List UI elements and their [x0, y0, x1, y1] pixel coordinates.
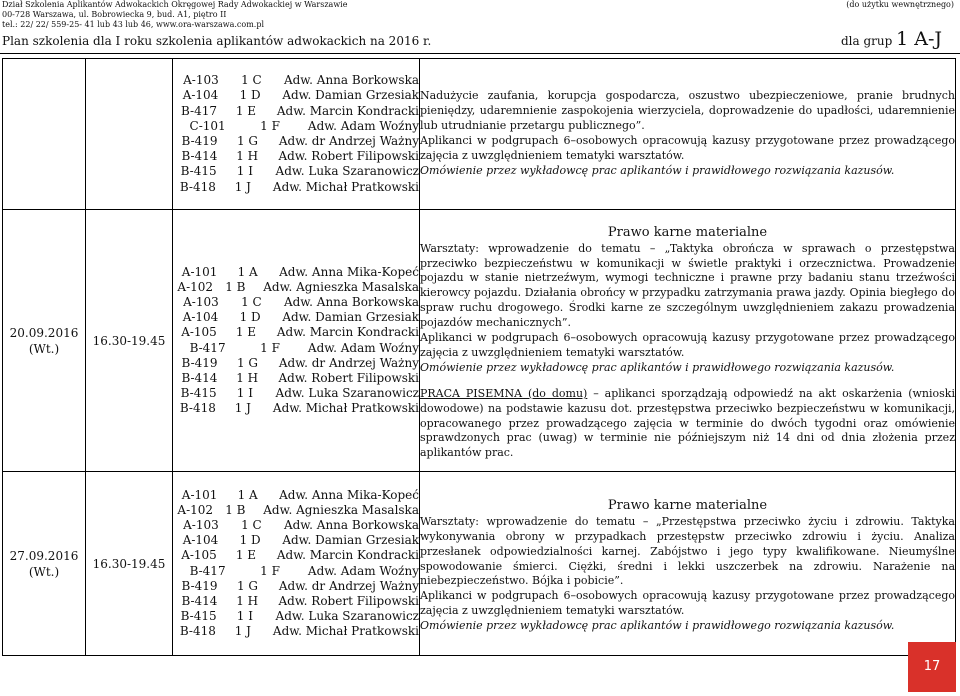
tutor-name: Adw. Adam Woźny [307, 340, 419, 355]
room-number: B-419 [181, 355, 218, 370]
tutor-name: Adw. Anna Borkowska [283, 294, 419, 309]
tutor-name: Adw. Luka Szaranowicz [275, 164, 419, 179]
tutor-name: Adw. Anna Borkowska [283, 73, 419, 88]
room-number: A-103 [183, 517, 219, 532]
tutor-name: Adw. Damian Grzesiak [282, 88, 419, 103]
group-number: 1 G [236, 134, 259, 148]
tutor-name: Adw. Michał Pratkowski [272, 401, 419, 416]
room-number: A-102 [177, 502, 214, 517]
assignment-line [173, 341, 419, 356]
session-time [86, 59, 173, 210]
assignment-line [173, 104, 419, 119]
tutor-name: Adw. Adam Woźny [307, 563, 419, 578]
room-number: B-415 [180, 386, 217, 401]
group-number: 1 D [239, 310, 261, 325]
group-number: 1 G [236, 355, 259, 370]
room-assignments [173, 59, 420, 210]
tutor-name: Adw. Marcin Kondracki [276, 548, 419, 563]
assignment-line [173, 401, 419, 416]
topic-description: Warsztaty: wprowadzenie do tematu – „Taktyka obrończa w sprawach o przestępstwa przeciwko bezpieczeństwu w komunikacji w świetle praktyki i orzecznictwa. Prowadzenie pojazdu w stanie nietrzeźwym, wymogi techniczne i prawne przy badaniu stanu trzeźwości kierowcy pojazdu. Działania obrońcy w przypadku zatrzymania prawa jazdy. Opinia biegłego do spraw ruchu drogowego. Środki karne ze szczególnym uwzględnieniem zakazu prowadzenia pojazdów mechanicznych”. [420, 241, 955, 330]
assignment-line [173, 609, 419, 624]
tutor-name: Adw. Marcin Kondracki [276, 103, 419, 118]
assignment-line [173, 386, 419, 401]
room-number: B-418 [179, 624, 216, 639]
group-number: 1 E [235, 548, 257, 563]
org-address: 00-728 Warszawa, ul. Bobrowiecka 9, bud. A1, piętro II [2, 10, 227, 19]
page-number: 17 [908, 642, 956, 692]
room-number: B-415 [180, 164, 217, 179]
assignment-line [173, 164, 419, 179]
org-name: Dział Szkolenia Aplikantów Adwokackich Okręgowej Rady Adwokackiej w Warszawie [2, 0, 348, 9]
group-number: 1 D [239, 88, 261, 103]
topic-review: Omówienie przez wykładowcę prac aplikantów i prawidłowego rozwiązania kazusów. [420, 619, 895, 633]
date-cell [3, 472, 86, 656]
assignment-line [173, 295, 419, 310]
schedule-body [3, 59, 956, 656]
tutor-name: Adw. Adam Woźny [307, 118, 419, 133]
topic-cell [420, 59, 956, 210]
homework-label: PRACA PISEMNA (do domu) [420, 386, 588, 400]
assignment-line [173, 594, 419, 609]
assignment-line [173, 149, 419, 164]
tutor-name: Adw. Agnieszka Masalska [263, 279, 419, 294]
room-number: A-105 [181, 548, 217, 563]
assignment-line [173, 579, 419, 594]
group-label [841, 28, 942, 50]
tutor-name: Adw. Anna Mika-Kopeć [279, 487, 419, 502]
topic-description: Nadużycie zaufania, korupcja gospodarcza, oszustwo ubezpieczeniowe, pranie brudnych pieniędzy, udaremnienie zaspokojenia wierzyciela, doprowadzenie do upadłości, udaremnienie lub utrudnianie przetargu publicznego”. [420, 89, 955, 133]
topic-group-work: Aplikanci w podgrupach 6–osobowych opracowują kazusy przygotowane przez prowadzącego zajęcia z uwzględnieniem tematyki warsztatów. [420, 134, 955, 162]
room-number: B-414 [181, 593, 218, 608]
tutor-name: Adw. Robert Filipowski [278, 593, 419, 608]
group-number: 1 H [236, 149, 259, 164]
session-time: 16.30-19.45 [86, 472, 173, 656]
session-date: 20.09.2016 [9, 325, 79, 340]
room-number: A-104 [182, 310, 219, 325]
topic-heading: Prawo karne materialne [607, 224, 768, 240]
room-number: B-417 [189, 563, 226, 578]
tutor-name: Adw. Luka Szaranowicz [275, 609, 419, 624]
topic-cell [420, 210, 956, 472]
homework-text: – aplikanci sporządzają odpowiedź na akt oskarżenia (wnioski dowodowe) na podstawie kazusu dot. przestępstwa przeciwko bezpieczeństwu w komunikacji, opracowanego przez prowadzącego zajęcia w terminie do dwóch tygodni oraz omówienie sprawdzonych prac (uwag) w terminie nie późniejszym niż 14 dni od dnia złożenia przez aplikantów prac. [420, 386, 955, 460]
topic-review: Omówienie przez wykładowcę prac aplikantów i prawidłowego rozwiązania kazusów. [420, 360, 895, 374]
room-number: A-101 [181, 487, 218, 502]
group-number: 1 J [234, 624, 251, 639]
tutor-name: Adw. Anna Mika-Kopeć [279, 264, 419, 279]
assignment-line [173, 548, 419, 563]
group-prefix: dla grup [840, 34, 893, 48]
session-day: (Wt.) [28, 564, 60, 579]
group-number: 1 J [234, 401, 251, 416]
topic-homework [420, 387, 955, 462]
room-number: B-418 [179, 179, 216, 194]
date-cell [3, 210, 86, 472]
room-number: B-417 [189, 340, 226, 355]
tutor-name: Adw. Robert Filipowski [278, 370, 419, 385]
group-number: 1 J [234, 179, 251, 194]
room-number: B-417 [181, 103, 217, 118]
group-number: 1 G [236, 578, 259, 593]
room-assignments [173, 472, 420, 656]
assignment-line [173, 325, 419, 340]
tutor-name: Adw. Agnieszka Masalska [263, 502, 419, 517]
topic-group-work: Aplikanci w podgrupach 6–osobowych opracowują kazusy przygotowane przez prowadzącego zajęcia z uwzględnieniem tematyki warsztatów. [420, 589, 955, 618]
session-date: 27.09.2016 [9, 548, 79, 563]
assignment-line [173, 180, 419, 195]
room-number: B-419 [181, 578, 218, 593]
tutor-name: Adw. Luka Szaranowicz [275, 386, 419, 401]
group-number: 1 F [260, 563, 280, 578]
group-number: 1 F [260, 340, 280, 355]
group-number: 1 A [237, 264, 258, 279]
tutor-name: Adw. Anna Borkowska [283, 517, 419, 532]
tutor-name: Adw. dr Andrzej Ważny [278, 355, 419, 370]
topic-group-work: Aplikanci w podgrupach 6–osobowych opracowują kazusy przygotowane przez prowadzącego zajęcia z uwzględnieniem tematyki warsztatów. [420, 331, 955, 359]
assignment-line [173, 356, 419, 371]
assignment-line [173, 624, 419, 639]
internal-note: (do użytku wewnętrznego) [846, 0, 954, 9]
group-number: 1 I [236, 164, 253, 179]
assignment-line [173, 564, 419, 579]
room-assignments [173, 210, 420, 472]
room-number: A-105 [181, 325, 217, 340]
group-number: 1 F [260, 118, 280, 133]
session-day: (Wt.) [28, 341, 60, 356]
header-divider [0, 53, 960, 54]
group-number: 1 I [236, 609, 253, 624]
assignment-line [173, 73, 419, 88]
group-number: 1 I [236, 386, 253, 401]
plan-title: Plan szkolenia dla I roku szkolenia aplikantów adwokackich na 2016 r. [2, 34, 432, 48]
tutor-name: Adw. Robert Filipowski [278, 149, 419, 164]
assignment-line [173, 265, 419, 280]
room-number: B-414 [181, 149, 218, 164]
tutor-name: Adw. Marcin Kondracki [276, 325, 419, 340]
assignment-line [173, 518, 419, 533]
room-number: A-104 [182, 533, 219, 548]
schedule-row [3, 210, 956, 472]
group-number: 1 B [225, 502, 246, 517]
assignment-line [173, 371, 419, 386]
group-number: 1 E [235, 325, 257, 340]
schedule-row [3, 472, 956, 656]
assignment-line [173, 533, 419, 548]
assignment-line [173, 503, 419, 518]
topic-heading: Prawo karne materialne [607, 497, 768, 513]
assignment-line [173, 88, 419, 103]
assignment-line [173, 280, 419, 295]
topic-review: Omówienie przez wykładowcę prac aplikantów i prawidłowego rozwiązania kazusów. [420, 163, 895, 177]
group-number: 1 E [235, 103, 257, 118]
organization-header [2, 0, 347, 30]
assignment-line [173, 488, 419, 503]
tutor-name: Adw. Michał Pratkowski [272, 624, 419, 639]
group-number: 1 H [236, 370, 259, 385]
group-number: 1 C [241, 73, 262, 88]
assignment-line [173, 310, 419, 325]
tutor-name: Adw. dr Andrzej Ważny [278, 134, 419, 148]
room-number: C-101 [189, 118, 226, 133]
topic-cell [420, 472, 956, 656]
group-number: 1 H [236, 593, 259, 608]
room-number: B-414 [181, 370, 218, 385]
tutor-name: Adw. Damian Grzesiak [282, 533, 419, 548]
tutor-name: Adw. Michał Pratkowski [272, 179, 419, 194]
group-number: 1 B [225, 279, 246, 294]
topic-description: Warsztaty: wprowadzenie do tematu – „Przestępstwa przeciwko życiu i zdrowiu. Taktyka wykonywania obrony w przypadkach przestępstw przeciwko zdrowiu i życiu. Analiza przesłanek odpowiedzialności karnej. Zabójstwo i jego typy kwalifikowane. Nieumyślne spowodowanie śmierci. Ciężki, średni i lekki uszczerbek na zdrowiu. Narażenie na niebezpieczeństwo. Bójka i pobicie”. [420, 514, 955, 588]
room-number: A-103 [183, 294, 219, 309]
room-number: A-104 [182, 88, 219, 103]
schedule-table [2, 58, 956, 656]
assignment-line [173, 119, 419, 134]
room-number: B-419 [181, 134, 218, 148]
date-cell [3, 59, 86, 210]
group-code: 1 A-J [896, 28, 942, 50]
assignment-line [173, 134, 419, 149]
group-number: 1 A [237, 487, 258, 502]
tutor-name: Adw. Damian Grzesiak [282, 310, 419, 325]
room-number: B-415 [180, 609, 217, 624]
room-number: A-101 [181, 264, 218, 279]
room-number: A-102 [177, 279, 214, 294]
session-time: 16.30-19.45 [86, 210, 173, 472]
org-contact: tel.: 22/ 22/ 559-25- 41 lub 43 lub 46, www.ora-warszawa.com.pl [2, 20, 265, 29]
group-number: 1 C [241, 294, 262, 309]
schedule-row [3, 59, 956, 210]
group-number: 1 D [239, 533, 261, 548]
group-number: 1 C [241, 517, 262, 532]
room-number: A-103 [183, 73, 219, 88]
tutor-name: Adw. dr Andrzej Ważny [278, 578, 419, 593]
room-number: B-418 [179, 401, 216, 416]
